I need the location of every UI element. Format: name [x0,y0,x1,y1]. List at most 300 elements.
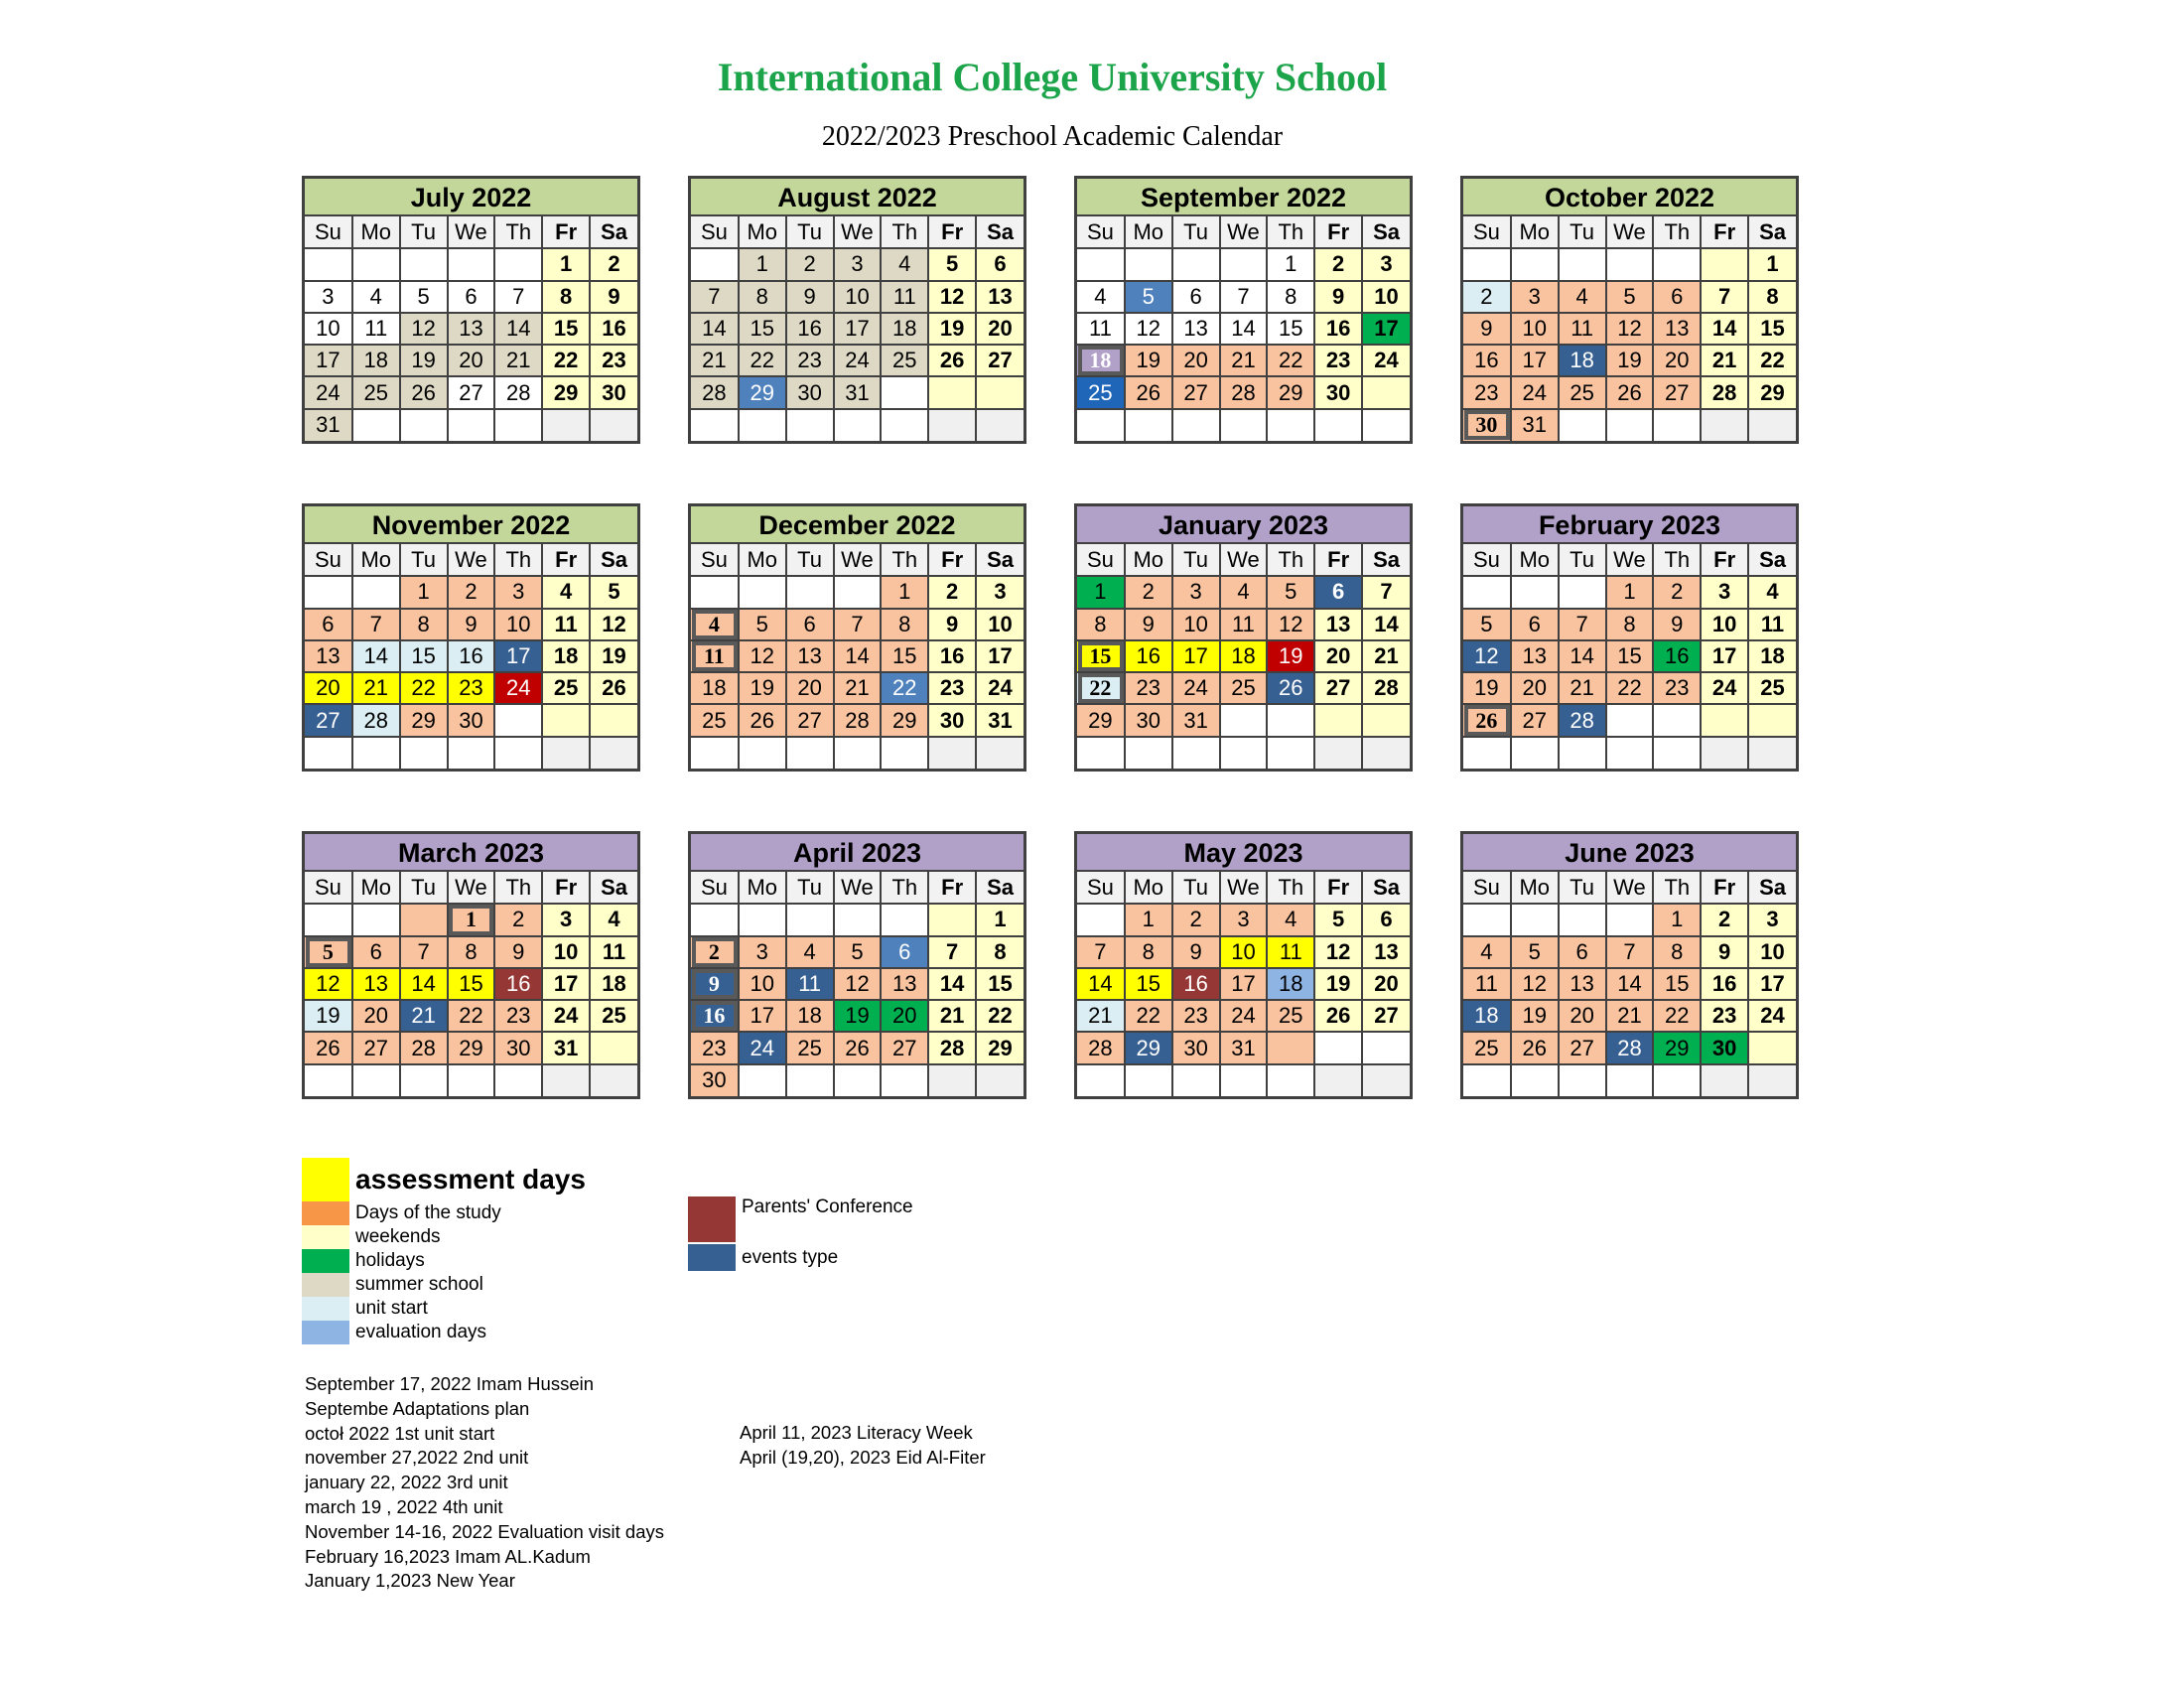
month-calendar [1460,831,1799,1099]
day-cell: 9 [1125,609,1172,640]
day-cell: 11 [590,936,637,968]
day-cell: 8 [448,936,495,968]
day-cell: 22 [448,1000,495,1032]
day-cell: 2 [1701,904,1748,935]
empty-cell [1362,1064,1410,1096]
day-cell: 6 [352,936,400,968]
calendar-title: 2022/2023 Preschool Academic Calendar [821,121,1284,152]
day-cell: 5 [1314,904,1362,935]
weekday-header: Sa [1748,216,1796,248]
month-calendar [688,831,1026,1099]
empty-cell [1606,409,1654,441]
day-cell: 4 [590,904,637,935]
day-cell: 24 [739,1032,786,1063]
day-cell: 25 [1748,672,1796,704]
empty-cell [305,1064,352,1096]
weekday-header: Sa [1362,216,1410,248]
weekday-header: Mo [739,872,786,904]
day-cell: 24 [1701,672,1748,704]
empty-cell [1463,904,1511,935]
empty-cell [1077,737,1125,769]
empty-cell [1463,1064,1511,1096]
day-cell: 30 [448,704,495,736]
day-cell: 6 [976,248,1024,280]
day-cell: 15 [1653,968,1701,1000]
empty-cell [1748,1032,1796,1063]
day-cell: 15 [1606,640,1654,672]
weekday-header: Su [691,544,739,576]
day-cell: 27 [1559,1032,1606,1063]
day-cell: 5 [1267,576,1314,608]
day-cell: 15 [1267,313,1314,345]
day-cell: 26 [1267,672,1314,704]
weekday-header: We [834,544,882,576]
empty-cell [1125,1064,1172,1096]
empty-cell [1701,737,1748,769]
day-cell: 5 [928,248,976,280]
day-cell: 10 [834,281,882,313]
day-cell: 5 [590,576,637,608]
empty-cell [1606,1064,1654,1096]
weekday-header: Tu [1172,544,1220,576]
day-cell: 19 [928,313,976,345]
day-cell: 19 [1314,968,1362,1000]
empty-cell [494,1064,542,1096]
empty-cell [739,1064,786,1096]
day-cell: 21 [1220,345,1268,376]
day-cell: 21 [1559,672,1606,704]
day-cell: 7 [1701,281,1748,313]
day-cell: 21 [834,672,882,704]
day-cell: 14 [691,313,739,345]
day-cell: 14 [494,313,542,345]
day-cell: 26 [305,1032,352,1063]
day-cell: 20 [305,672,352,704]
empty-cell [834,904,882,935]
day-cell: 23 [1125,672,1172,704]
day-cell: 31 [542,1032,590,1063]
weekday-header: Tu [1559,872,1606,904]
day-cell: 31 [834,376,882,408]
empty-cell [1748,737,1796,769]
empty-cell [1559,409,1606,441]
day-cell: 1 [881,576,928,608]
day-cell: 16 [1701,968,1748,1000]
weekday-header: Mo [352,872,400,904]
legend-label: Parents' Conference [742,1196,913,1217]
day-cell: 14 [1362,609,1410,640]
day-cell: 15 [448,968,495,1000]
day-cell: 14 [400,968,448,1000]
weekday-header: Mo [1125,544,1172,576]
empty-cell [881,1064,928,1096]
empty-cell [1362,376,1410,408]
day-cell: 4 [1463,936,1511,968]
empty-cell [691,576,739,608]
month-calendar [1460,503,1799,772]
day-cell: 4 [1559,281,1606,313]
weekday-header: Sa [1362,544,1410,576]
empty-cell [494,248,542,280]
month-calendar [302,503,640,772]
day-cell: 13 [352,968,400,1000]
day-cell: 10 [305,313,352,345]
day-cell: 1 [1653,904,1701,935]
empty-cell [494,704,542,736]
empty-cell [1511,737,1559,769]
empty-cell [542,737,590,769]
day-cell: 21 [494,345,542,376]
day-cell: 7 [691,281,739,313]
empty-cell [1077,248,1125,280]
day-cell: 4 [352,281,400,313]
day-cell: 4 [1748,576,1796,608]
month-title: September 2022 [1077,179,1410,216]
weekday-header: Tu [1559,216,1606,248]
weekday-header: Th [1267,544,1314,576]
legend-label: Days of the study [355,1202,501,1223]
empty-cell [1606,704,1654,736]
weekday-header: We [1606,872,1654,904]
day-cell: 23 [1314,345,1362,376]
weekday-header: Su [1463,216,1511,248]
day-cell: 30 [590,376,637,408]
day-cell: 4 [1220,576,1268,608]
note-line: February 16,2023 Imam AL.Kadum [305,1545,591,1567]
unit-start-swatch [302,1297,349,1321]
day-cell: 26 [739,704,786,736]
day-cell: 9 [928,609,976,640]
empty-cell [1314,1064,1362,1096]
event-swatch [688,1244,736,1271]
empty-cell [881,409,928,441]
day-cell: 24 [305,376,352,408]
day-cell: 2 [1463,281,1511,313]
day-cell: 21 [1077,1000,1125,1032]
day-cell: 20 [976,313,1024,345]
day-cell: 29 [1748,376,1796,408]
day-cell: 2 [786,248,834,280]
day-cell: 21 [1362,640,1410,672]
day-cell: 31 [1172,704,1220,736]
day-cell: 3 [542,904,590,935]
empty-cell [305,904,352,935]
empty-cell [352,576,400,608]
day-cell: 8 [1653,936,1701,968]
weekday-header: Th [881,544,928,576]
day-cell: 18 [590,968,637,1000]
day-cell: 22 [1077,672,1125,704]
empty-cell [352,248,400,280]
empty-cell [739,576,786,608]
day-cell: 25 [691,704,739,736]
day-cell: 21 [1606,1000,1654,1032]
day-cell: 15 [881,640,928,672]
empty-cell [1511,248,1559,280]
day-cell: 21 [1701,345,1748,376]
weekday-header: Su [1077,216,1125,248]
weekday-header: Th [1653,872,1701,904]
legend-study [302,1201,501,1225]
day-cell: 3 [1748,904,1796,935]
day-cell: 1 [542,248,590,280]
day-cell: 19 [305,1000,352,1032]
weekday-header: Tu [400,216,448,248]
day-cell: 11 [881,281,928,313]
weekday-header: Sa [1362,872,1410,904]
empty-cell [1172,737,1220,769]
empty-cell [1653,248,1701,280]
day-cell: 13 [1653,313,1701,345]
day-cell: 4 [1267,904,1314,935]
day-cell: 2 [1653,576,1701,608]
weekday-header: We [1606,216,1654,248]
empty-cell [542,409,590,441]
day-cell: 29 [976,1032,1024,1063]
day-cell: 1 [1267,248,1314,280]
day-cell: 22 [976,1000,1024,1032]
day-cell: 17 [542,968,590,1000]
day-cell: 9 [691,968,739,1000]
day-cell: 11 [1463,968,1511,1000]
day-cell: 10 [739,968,786,1000]
day-cell: 17 [1701,640,1748,672]
conference-swatch [688,1196,736,1242]
empty-cell [1653,409,1701,441]
day-cell: 11 [1077,313,1125,345]
day-cell: 20 [448,345,495,376]
day-cell: 28 [834,704,882,736]
day-cell: 15 [976,968,1024,1000]
day-cell: 17 [1748,968,1796,1000]
day-cell: 17 [739,1000,786,1032]
day-cell: 18 [352,345,400,376]
day-cell: 24 [1220,1000,1268,1032]
day-cell: 24 [834,345,882,376]
weekday-header: We [448,544,495,576]
empty-cell [881,904,928,935]
empty-cell [1606,248,1654,280]
weekday-header: Fr [928,872,976,904]
notes-right [740,1421,986,1471]
day-cell: 17 [834,313,882,345]
day-cell: 14 [352,640,400,672]
day-cell: 10 [1701,609,1748,640]
day-cell: 7 [400,936,448,968]
day-cell: 20 [1559,1000,1606,1032]
day-cell: 16 [1125,640,1172,672]
empty-cell [1748,1064,1796,1096]
day-cell: 4 [542,576,590,608]
day-cell: 31 [1511,409,1559,441]
empty-cell [590,1064,637,1096]
legend-assessment [302,1158,586,1201]
day-cell: 30 [691,1064,739,1096]
empty-cell [448,409,495,441]
empty-cell [1463,576,1511,608]
day-cell: 4 [1077,281,1125,313]
day-cell: 27 [1314,672,1362,704]
day-cell: 4 [691,609,739,640]
day-cell: 7 [1559,609,1606,640]
day-cell: 17 [1172,640,1220,672]
weekday-header: Th [1267,872,1314,904]
day-cell: 14 [1701,313,1748,345]
day-cell: 10 [1511,313,1559,345]
day-cell: 16 [590,313,637,345]
empty-cell [786,576,834,608]
day-cell: 18 [1077,345,1125,376]
day-cell: 15 [739,313,786,345]
empty-cell [400,904,448,935]
day-cell: 12 [928,281,976,313]
day-cell: 25 [1559,376,1606,408]
day-cell: 23 [691,1032,739,1063]
empty-cell [1077,904,1125,935]
day-cell: 26 [1511,1032,1559,1063]
legend-conference [688,1196,913,1242]
note-line: April (19,20), 2023 Eid Al-Fiter [740,1446,986,1468]
day-cell: 12 [834,968,882,1000]
empty-cell [352,1064,400,1096]
day-cell: 12 [739,640,786,672]
weekday-header: Su [1077,544,1125,576]
day-cell: 29 [1267,376,1314,408]
day-cell: 7 [494,281,542,313]
day-cell: 8 [976,936,1024,968]
weekday-header: We [448,216,495,248]
empty-cell [1559,737,1606,769]
weekday-header: Su [1463,872,1511,904]
day-cell: 2 [928,576,976,608]
month-title: May 2023 [1077,834,1410,872]
month-title: December 2022 [691,506,1024,544]
day-cell: 20 [1362,968,1410,1000]
day-cell: 30 [786,376,834,408]
day-cell: 10 [494,609,542,640]
weekday-header: Fr [1314,216,1362,248]
day-cell: 13 [1559,968,1606,1000]
month-title: July 2022 [305,179,637,216]
day-cell: 27 [305,704,352,736]
empty-cell [1172,409,1220,441]
empty-cell [834,576,882,608]
day-cell: 9 [1701,936,1748,968]
empty-cell [305,576,352,608]
note-line: November 14-16, 2022 Evaluation visit days [305,1520,664,1542]
day-cell: 28 [1077,1032,1125,1063]
day-cell: 13 [786,640,834,672]
day-cell: 4 [881,248,928,280]
weekday-header: Th [1653,216,1701,248]
weekday-header: Fr [542,216,590,248]
day-cell: 23 [1463,376,1511,408]
weekday-header: We [448,872,495,904]
month-calendar [688,503,1026,772]
day-cell: 24 [976,672,1024,704]
empty-cell [448,737,495,769]
note-line: April 11, 2023 Literacy Week [740,1422,973,1443]
day-cell: 20 [1172,345,1220,376]
day-cell: 11 [1748,609,1796,640]
weekday-header: Tu [1559,544,1606,576]
day-cell: 19 [1511,1000,1559,1032]
weekday-header: Sa [976,544,1024,576]
empty-cell [352,737,400,769]
day-cell: 2 [691,936,739,968]
day-cell: 6 [1511,609,1559,640]
day-cell: 3 [1362,248,1410,280]
day-cell: 17 [1511,345,1559,376]
day-cell: 26 [1606,376,1654,408]
day-cell: 29 [542,376,590,408]
empty-cell [1077,409,1125,441]
month-title: April 2023 [691,834,1024,872]
weekday-header: Su [305,216,352,248]
day-cell: 15 [1077,640,1125,672]
day-cell: 31 [1220,1032,1268,1063]
day-cell: 27 [1511,704,1559,736]
day-cell: 8 [1267,281,1314,313]
empty-cell [542,1064,590,1096]
day-cell: 24 [1172,672,1220,704]
weekday-header: Fr [1314,872,1362,904]
day-cell: 22 [1653,1000,1701,1032]
day-cell: 9 [590,281,637,313]
day-cell: 7 [1220,281,1268,313]
day-cell: 15 [400,640,448,672]
day-cell: 27 [976,345,1024,376]
day-cell: 17 [305,345,352,376]
day-cell: 17 [494,640,542,672]
day-cell: 8 [739,281,786,313]
weekday-header: Th [494,872,542,904]
empty-cell [786,1064,834,1096]
day-cell: 28 [400,1032,448,1063]
empty-cell [928,904,976,935]
day-cell: 31 [976,704,1024,736]
empty-cell [1559,248,1606,280]
empty-cell [1125,409,1172,441]
day-cell: 1 [1748,248,1796,280]
day-cell: 24 [494,672,542,704]
month-title: June 2023 [1463,834,1796,872]
day-cell: 7 [1606,936,1654,968]
day-cell: 9 [1314,281,1362,313]
empty-cell [1511,1064,1559,1096]
day-cell: 14 [1220,313,1268,345]
empty-cell [881,376,928,408]
day-cell: 23 [494,1000,542,1032]
day-cell: 21 [400,1000,448,1032]
empty-cell [1220,704,1268,736]
weekday-header: Fr [1314,544,1362,576]
weekday-header: Tu [786,216,834,248]
day-cell: 23 [1701,1000,1748,1032]
empty-cell [1267,1064,1314,1096]
empty-cell [1559,576,1606,608]
day-cell: 18 [881,313,928,345]
empty-cell [400,737,448,769]
day-cell: 6 [305,609,352,640]
empty-cell [691,904,739,935]
day-cell: 5 [1463,609,1511,640]
empty-cell [1314,704,1362,736]
day-cell: 6 [1653,281,1701,313]
day-cell: 19 [834,1000,882,1032]
empty-cell [352,904,400,935]
day-cell: 18 [1748,640,1796,672]
